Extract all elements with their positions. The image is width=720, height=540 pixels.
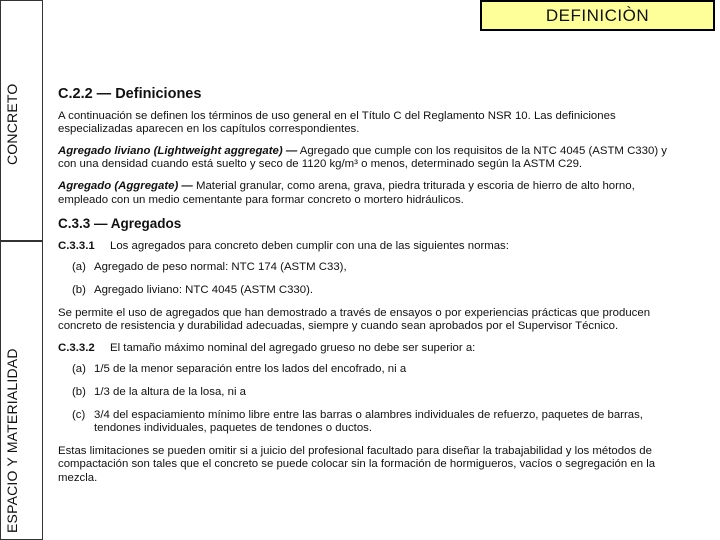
clause-text: El tamaño máximo nominal del agregado grueso no debe ser superior a: <box>110 341 476 354</box>
side-label-concreto: CONCRETO <box>4 83 20 165</box>
side-tab-espacio-materialidad <box>0 241 43 540</box>
intro-paragraph: A continuación se definen los términos de uso general en el Título C del Reglamento NSR 10. Las definiciones especializadas aparecen en los capítulos correspondientes. <box>58 109 616 136</box>
section-heading-agregados: C.3.3 — Agregados <box>58 216 182 232</box>
list-text: 1/5 de la menor separación entre los lados del encofrado, ni a <box>94 363 407 376</box>
list-item <box>72 363 668 377</box>
definition-term: Agregado (Aggregate) — <box>58 179 193 192</box>
list-label: (c) <box>72 408 86 421</box>
document-excerpt <box>56 88 668 540</box>
limits-paragraph: Estas limitaciones se pueden omitir si a juicio del profesional facultado para diseñar la trabajabilidad y los métodos de compactación son tales que el concreto se puede colocar sin la formación de hormigueros, vacíos o segregación en la mezcla. <box>58 444 656 484</box>
definition-agregado-liviano <box>58 145 668 172</box>
list-label: (b) <box>72 283 86 296</box>
definition-term: Agregado liviano (Lightweight aggregate) — <box>58 144 298 157</box>
page-title: DEFINICIÒN <box>545 6 650 25</box>
list-label: (a) <box>72 363 86 376</box>
side-tab-concreto <box>0 0 43 241</box>
list-text: Agregado de peso normal: NTC 174 (ASTM C33), <box>94 261 347 274</box>
clause-text: Los agregados para concreto deben cumplir con una de las siguientes normas: <box>110 239 509 252</box>
clause-c332 <box>58 342 668 356</box>
list-item <box>72 386 668 400</box>
list-text: 1/3 de la altura de la losa, ni a <box>94 385 246 398</box>
section-heading-definiciones: C.2.2 — Definiciones <box>58 86 202 102</box>
list-label: (a) <box>72 261 86 274</box>
list-item <box>72 284 668 298</box>
clause-number: C.3.3.1 <box>58 239 95 252</box>
list-item <box>72 409 668 436</box>
clause-c331 <box>58 240 668 254</box>
list-label: (b) <box>72 385 86 398</box>
page-title-box <box>480 0 715 31</box>
list-item <box>72 261 668 275</box>
list-text: Agregado liviano: NTC 4045 (ASTM C330). <box>94 283 314 296</box>
definition-agregado <box>58 180 668 207</box>
side-label-espacio-materialidad: ESPACIO Y MATERIALIDAD <box>4 348 20 533</box>
clause-number: C.3.3.2 <box>58 341 95 354</box>
list-text: 3/4 del espaciamiento mínimo libre entre las barras o alambres individuales de refuerzo, paquetes de barras, tendones individuales, paquetes de tendones o ductos. <box>94 408 643 435</box>
definition-text: Agregado que cumple con los requisitos de la NTC 4045 (ASTM C330) y con una densidad cuando está suelto y seco de 1120 kg/m³ o menos, determinado según la ASTM C29. <box>58 144 667 171</box>
permit-paragraph: Se permite el uso de agregados que han demostrado a través de ensayos o por experiencias prácticas que producen concreto de resistencia y durabilidad adecuadas, siempre y cuando sean aprobados por el Supervisor Técnico. <box>58 306 651 333</box>
definition-text: Material granular, como arena, grava, piedra triturada y escoria de hierro de alto horno, empleado con un medio cementante para formar concreto o mortero hidráulicos. <box>58 179 635 206</box>
